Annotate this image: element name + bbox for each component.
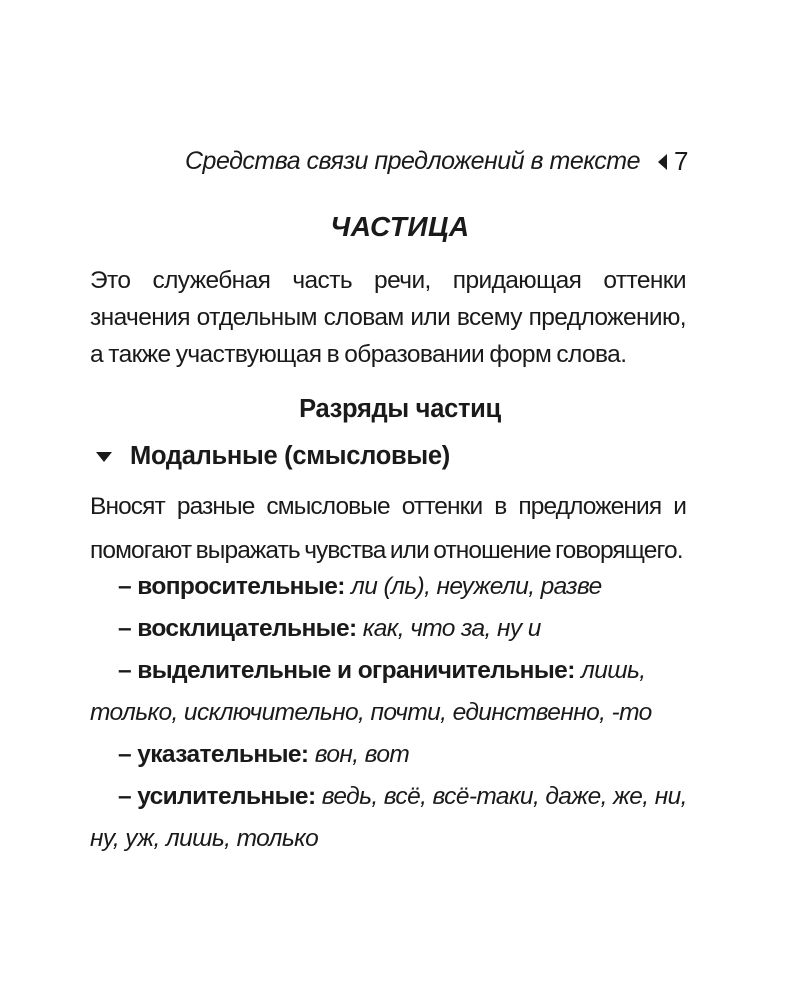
list-item bbox=[90, 566, 690, 608]
down-triangle-icon bbox=[96, 452, 112, 462]
section-subtitle: Разряды частиц bbox=[299, 395, 501, 423]
page-number: 7 bbox=[674, 146, 688, 176]
group-heading-text: Модальные (смысловые) bbox=[130, 442, 450, 470]
group-heading bbox=[90, 442, 450, 471]
item-label: – вопросительные: bbox=[118, 573, 345, 600]
list-item bbox=[90, 608, 690, 650]
item-examples: лишь, только, исключительно, почти, единственно, -то bbox=[90, 657, 652, 726]
item-label: – выделительные и ограничительные: bbox=[118, 657, 575, 684]
running-head bbox=[185, 146, 688, 177]
page-title: ЧАСТИЦА bbox=[330, 211, 470, 242]
item-examples: ли (ль), неужели, разве bbox=[351, 573, 602, 600]
definition-paragraph: Это служебная часть речи, придающая оттенки значения отдельным словам или всему предложению, а также участвующая в образовании форм слова. bbox=[90, 267, 686, 368]
running-head-text: Средства связи предложений в тексте bbox=[184, 147, 641, 175]
item-examples: ведь, всё, всё-таки, даже, же, ни, ну, уж, лишь, только bbox=[90, 783, 687, 852]
item-examples: вон, вот bbox=[314, 741, 410, 768]
list-item bbox=[90, 734, 690, 776]
group-description: Вносят разные смысловые оттенки в предложения и помогают выражать чувства или отношение говорящего. bbox=[90, 493, 686, 564]
item-label: – указательные: bbox=[118, 741, 309, 768]
item-label: – усилительные: bbox=[118, 783, 316, 810]
list-item bbox=[90, 650, 690, 734]
left-triangle-icon bbox=[658, 154, 667, 170]
item-label: – восклицательные: bbox=[118, 615, 357, 642]
list-item bbox=[90, 776, 690, 860]
item-examples: как, что за, ну и bbox=[362, 615, 541, 642]
particle-types-list bbox=[90, 566, 690, 860]
